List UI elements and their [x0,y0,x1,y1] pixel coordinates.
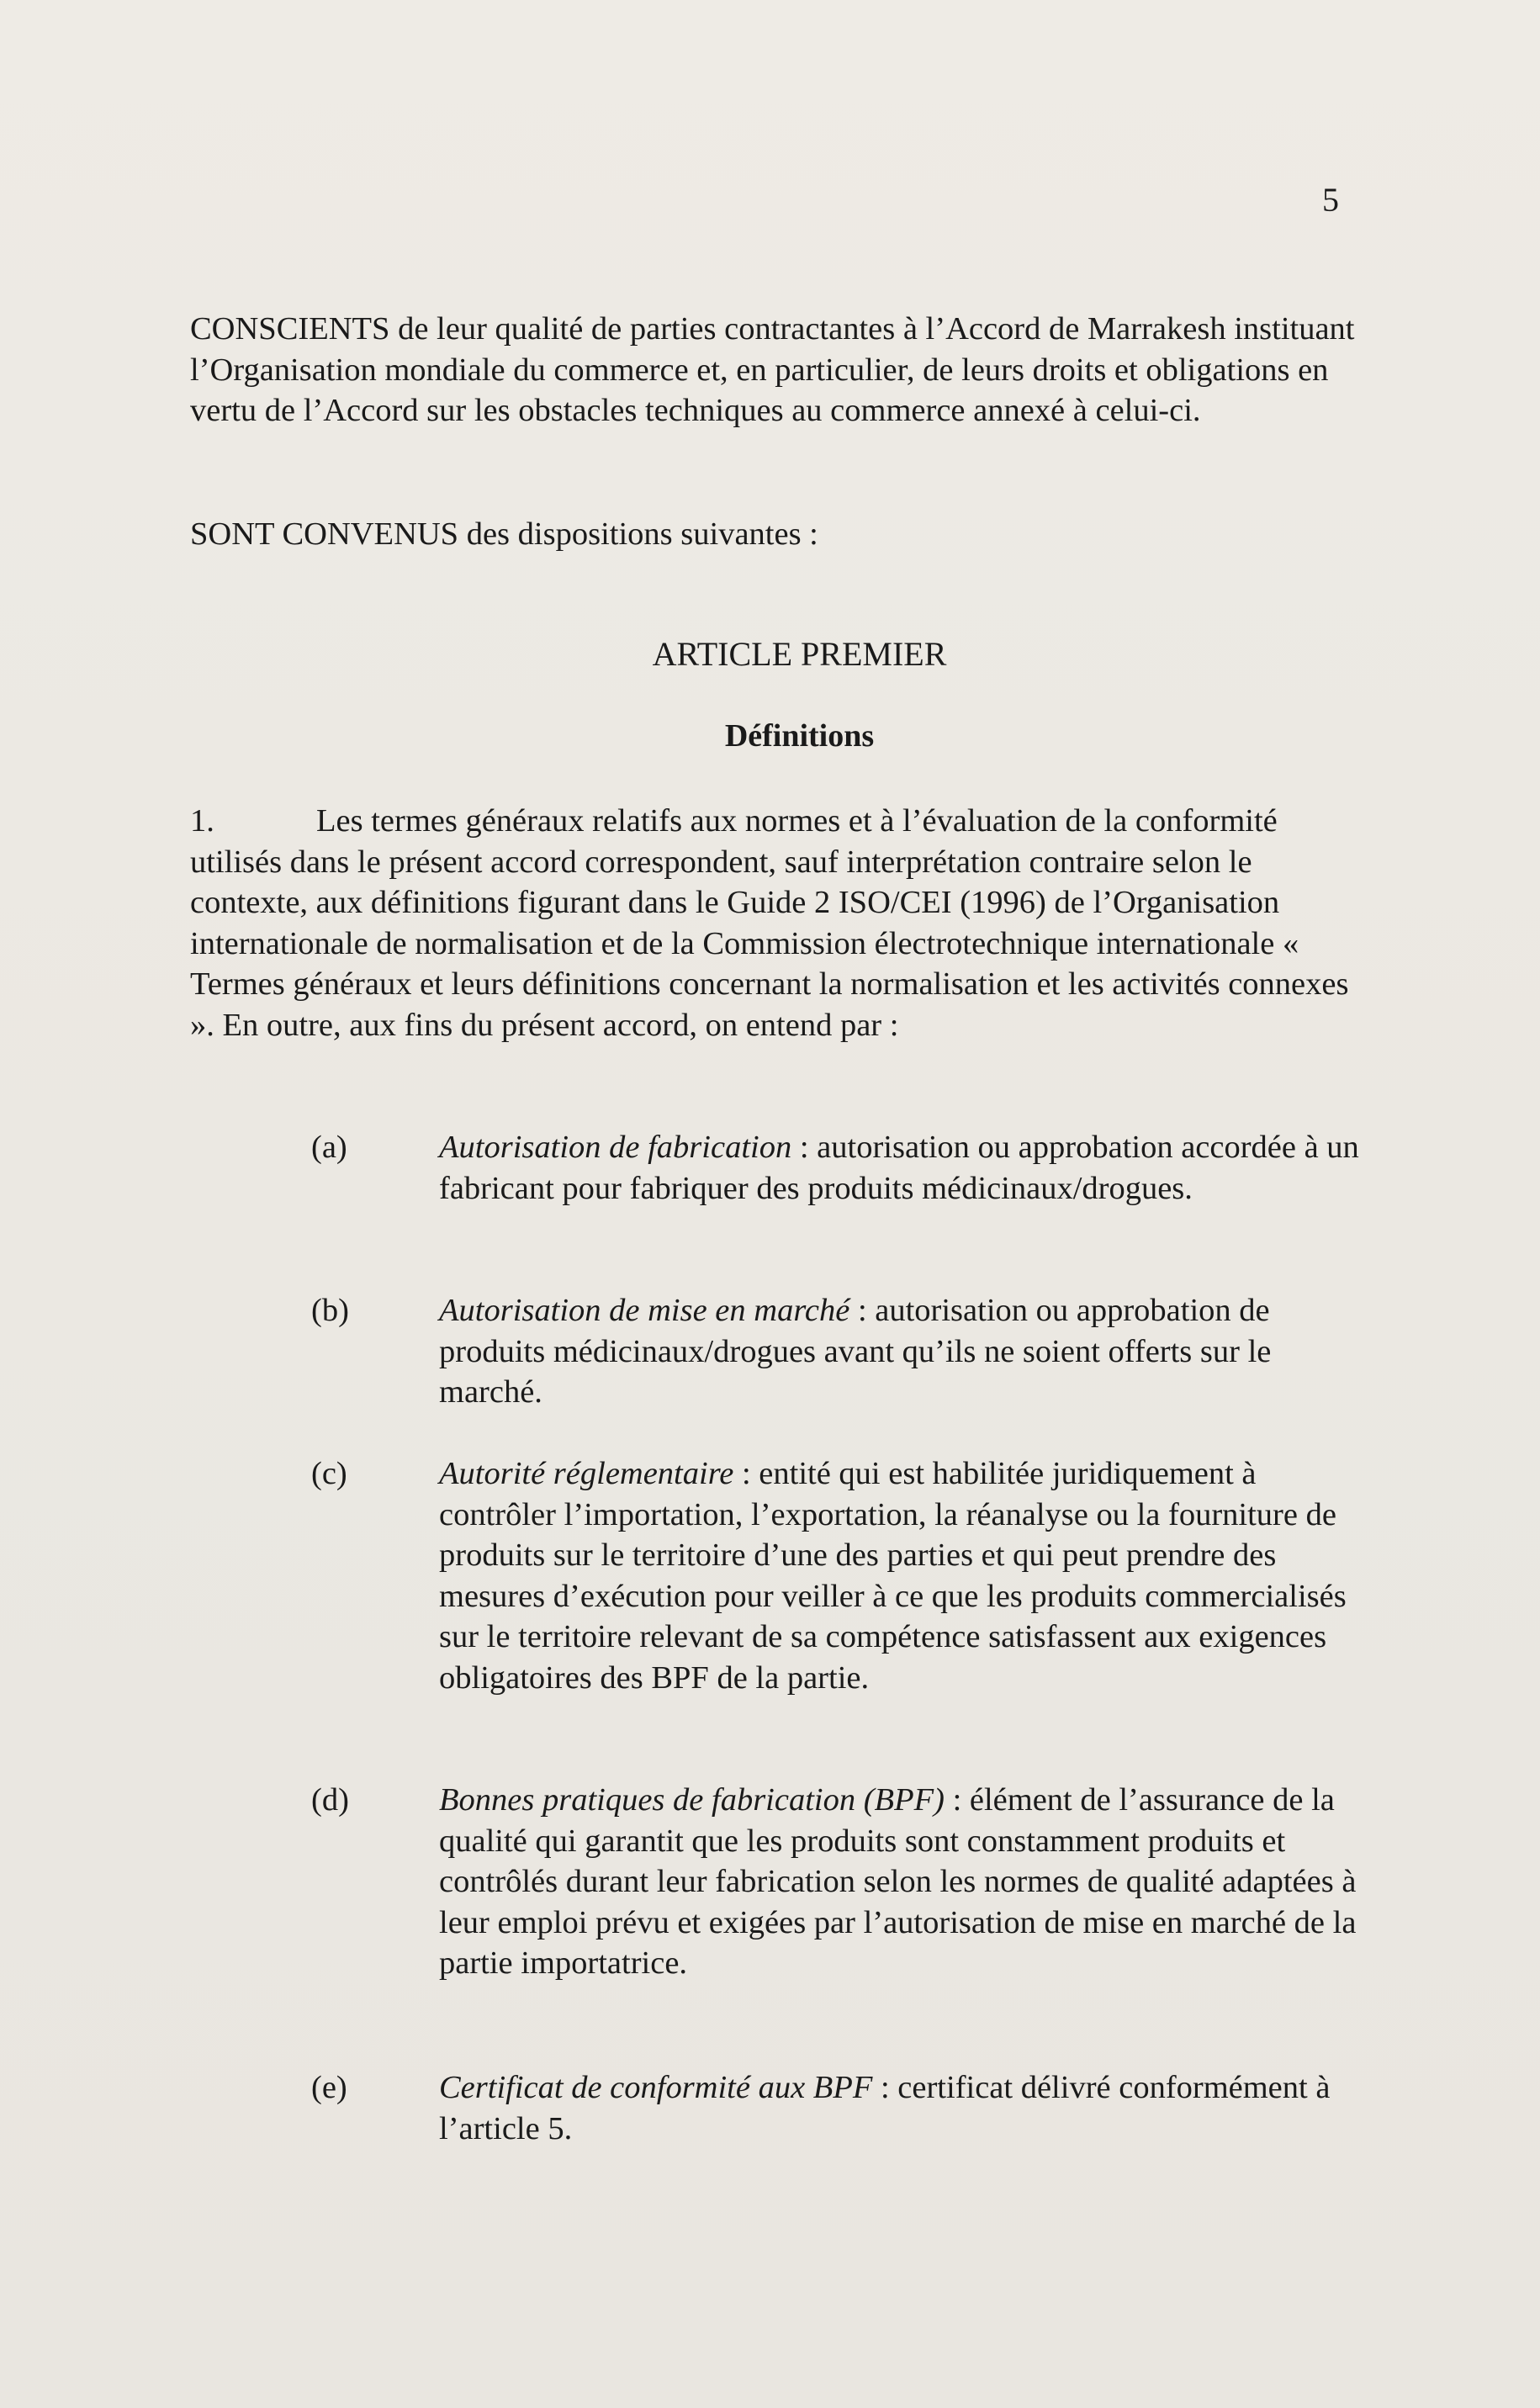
conscients-lead: CONSCIENTS [190,311,390,347]
definition-term: Certificat de conformité aux BPF [439,2070,873,2105]
definition-term: Bonnes pratiques de fabrication (BPF) [439,1782,945,1818]
definition-term: Autorisation de fabrication [439,1130,792,1165]
article-title-text: ARTICLE PREMIER [652,635,947,673]
sont-convenus-lead: SONT CONVENUS [190,516,459,552]
conscients-text: de leur qualité de parties contractantes à l’Accord de Marrakesh instituant l’Organisation mondiale du commerce et, en particulier, de leurs droits et obligations en vertu de l’Accord sur les obstacles techniques au commerce annexé à celui-ci. [190,311,1355,428]
definition-a [311,1127,1379,1209]
paragraph-1 [190,801,1359,1045]
definition-letter: (d) [311,1782,349,1818]
definition-term: Autorité réglementaire [439,1456,734,1491]
definition-d [311,1780,1379,1984]
definition-term: Autorisation de mise en marché [439,1293,850,1328]
definition-b [311,1290,1379,1413]
definition-text: : certificat délivré conformément à l’article 5. [439,2070,1331,2146]
paragraph-1-text: Les termes généraux relatifs aux normes et à l’évaluation de la conformité utilisés dans le présent accord correspondent, sauf interprétation contraire selon le contexte, aux définitions figurant dans le Guide 2 ISO/CEI (1996) de l’Organisation internationale de normalisation et de la Commission électrotechnique internationale « Termes généraux et leurs définitions concernant la normalisation et les activités connexes ». En outre, aux fins du présent accord, on entend par : [190,803,1349,1043]
article-title [0,634,1540,674]
definition-text: : autorisation ou approbation de produits médicinaux/drogues avant qu’ils ne soient offerts sur le marché. [439,1293,1272,1410]
article-subtitle-text: Définitions [724,718,875,754]
definition-text: : entité qui est habilitée juridiquement à contrôler l’importation, l’exportation, la réanalyse ou la fourniture de produits sur le territoire d’une des parties et qui peut prendre des mesures d’exécution pour veiller à ce que les produits commercialisés sur le territoire relevant de sa compétence satisfassent aux exigences obligatoires des BPF de la partie. [439,1456,1347,1696]
definition-text: : élément de l’assurance de la qualité qui garantit que les produits sont constamment produits et contrôlés durant leur fabrication selon les normes de qualité adaptées à leur emploi prévu et exigées par l’autorisation de mise en marché de la partie importatrice. [439,1782,1357,1981]
page-number: 5 [1322,181,1339,219]
definition-letter: (c) [311,1456,347,1491]
sont-convenus-text: des dispositions suivantes : [458,516,818,552]
definition-text: : autorisation ou approbation accordée à un fabricant pour fabriquer des produits médicinaux/drogues. [439,1130,1359,1206]
article-subtitle [0,717,1540,754]
sont-convenus-paragraph [190,514,1359,555]
definition-c [311,1453,1379,1698]
definition-letter: (a) [311,1130,347,1165]
definition-letter: (e) [311,2070,347,2105]
definition-e [311,2067,1379,2149]
definition-letter: (b) [311,1293,349,1328]
conscients-paragraph [190,309,1359,431]
paragraph-number: 1. [190,803,214,839]
